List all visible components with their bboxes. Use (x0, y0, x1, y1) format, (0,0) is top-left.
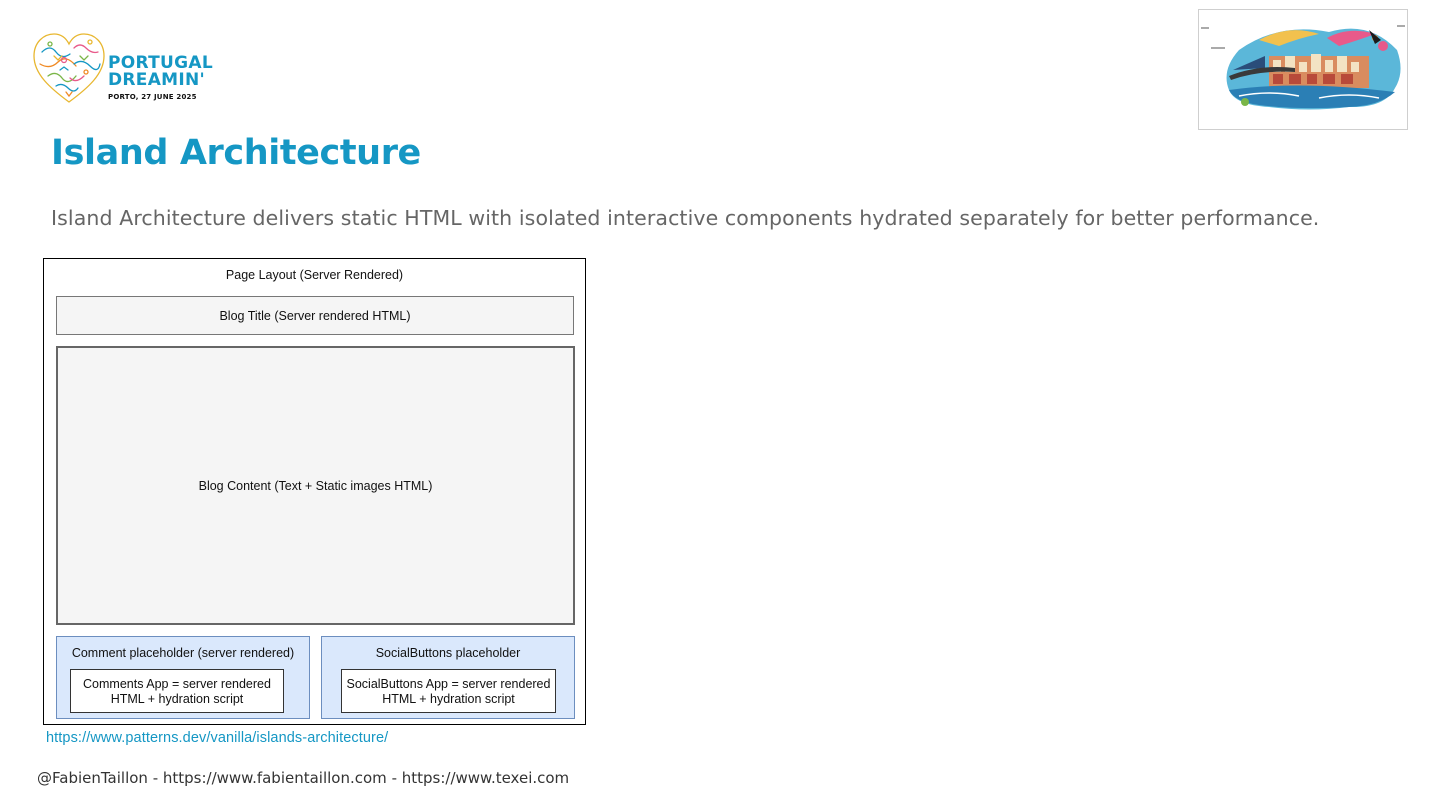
comments-app-label: Comments App = server rendered HTML + hydration script (83, 676, 271, 706)
social-placeholder-label: SocialButtons placeholder (375, 646, 521, 660)
porto-banner-image (1198, 9, 1408, 130)
social-app-label: SocialButtons App = server rendered HTML + hydration script (346, 676, 551, 706)
blog-content-box (56, 346, 575, 625)
source-link[interactable]: https://www.patterns.dev/vanilla/islands-architecture/ (46, 730, 389, 746)
slide-subtitle: Island Architecture delivers static HTML with isolated interactive components hydrated separately for better performance. (51, 206, 1320, 230)
comment-placeholder-label: Comment placeholder (server rendered) (71, 646, 295, 660)
page-layout-diagram (43, 258, 586, 725)
diagram-title: Page Layout (Server Rendered) (225, 268, 404, 282)
heart-logo-icon (30, 30, 108, 106)
social-app-box (341, 669, 556, 713)
page-title: Island Architecture (51, 133, 421, 173)
porto-illustration (1199, 10, 1407, 129)
blog-title-label: Blog Title (Server rendered HTML) (219, 308, 411, 323)
event-logo (30, 30, 220, 110)
comments-app-box (70, 669, 284, 713)
logo-text (108, 55, 213, 101)
footer-credits: @FabienTaillon - https://www.fabientaillon.com - https://www.texei.com (37, 769, 570, 787)
logo-date: PORTO, 27 JUNE 2025 (108, 93, 197, 101)
blog-title-box (56, 296, 574, 335)
blog-content-label: Blog Content (Text + Static images HTML) (198, 478, 433, 493)
logo-title: PORTUGAL DREAMIN' (108, 53, 213, 90)
social-placeholder-box (321, 636, 575, 719)
comment-placeholder-box (56, 636, 310, 719)
